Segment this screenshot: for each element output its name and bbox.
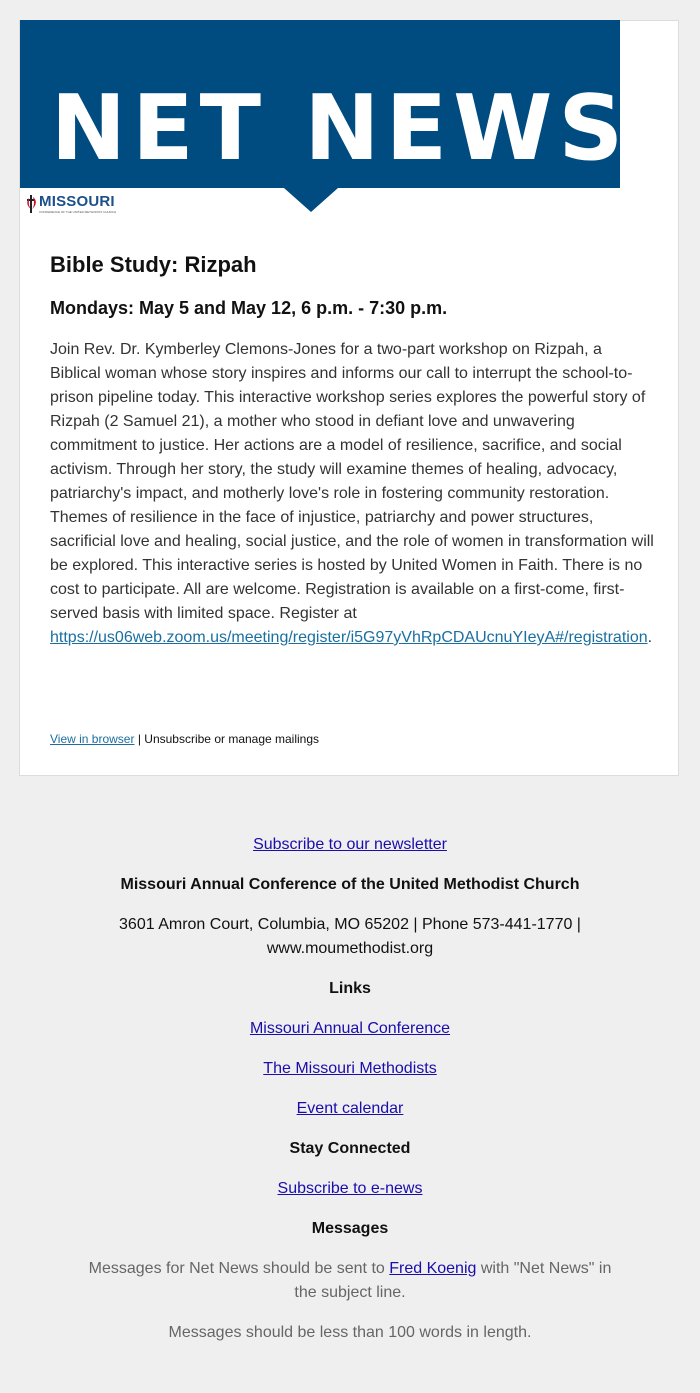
messages-pre: Messages for Net News should be sent to bbox=[88, 1260, 390, 1277]
missouri-methodists-link[interactable]: The Missouri Methodists bbox=[263, 1060, 437, 1077]
view-in-browser-link[interactable]: View in browser bbox=[50, 732, 135, 746]
banner-notch bbox=[284, 188, 338, 212]
missouri-logo bbox=[25, 194, 121, 216]
messages-heading: Messages bbox=[311, 1220, 389, 1237]
subscribe-enews-link[interactable]: Subscribe to e-news bbox=[277, 1180, 423, 1197]
logo-wordmark: MISSOURI bbox=[39, 193, 115, 210]
registration-link[interactable]: https://us06web.zoom.us/meeting/register/i5G97yVhRpCDAUcnuYIeyA#/registration bbox=[50, 629, 648, 646]
org-name: Missouri Annual Conference of the United Methodist Church bbox=[120, 876, 580, 893]
logo-subtitle: CONFERENCE OF THE UNITED METHODIST CHURCH bbox=[39, 210, 117, 214]
messages-instructions bbox=[80, 1257, 620, 1305]
address-line-2: www.moumethodist.org bbox=[266, 940, 434, 957]
event-calendar-link[interactable]: Event calendar bbox=[296, 1100, 404, 1117]
messages-length-note: Messages should be less than 100 words in length. bbox=[168, 1324, 532, 1341]
stay-connected-heading: Stay Connected bbox=[289, 1140, 411, 1157]
conference-link-row bbox=[70, 1017, 630, 1041]
footer-separator: | bbox=[134, 732, 145, 746]
unsubscribe-text: Unsubscribe or manage mailings bbox=[144, 732, 320, 746]
article-body bbox=[50, 338, 655, 650]
cross-flame-icon bbox=[25, 194, 38, 214]
article-body-text: Join Rev. Dr. Kymberley Clemons-Jones for a two-part workshop on Rizpah, a Biblical woman whose story inspires and informs our call to interrupt the school-to-prison pipeline today. This interactive workshop series explores the powerful story of Rizpah (2 Samuel 21), a mother who stood in defiant love and unwavering commitment to justice. Her actions are a model of resilience, sacrifice, and social activism. Through her story, the study will examine themes of healing, advocacy, patriarchy's impact, and motherly love's role in fostering community restoration. Themes of resilience in the face of injustice, patriarchy and power structures, sacrificial love and healing, social justice, and the role of women in transformation will be explored. This interactive series is hosted by United Women in Faith. There is no cost to participate. All are welcome. Registration is available on a first-come, first-served basis with limited space. Register at bbox=[50, 341, 654, 622]
subscribe-newsletter-link[interactable]: Subscribe to our newsletter bbox=[253, 836, 447, 853]
missouri-conference-link[interactable]: Missouri Annual Conference bbox=[249, 1020, 451, 1037]
calendar-link-row bbox=[70, 1097, 630, 1121]
banner-title: NET NEWS bbox=[50, 76, 630, 181]
card-footer bbox=[50, 732, 319, 746]
article-body-suffix: . bbox=[647, 629, 653, 646]
net-news-banner bbox=[20, 20, 630, 188]
links-heading: Links bbox=[329, 980, 371, 997]
enews-link-row bbox=[70, 1177, 630, 1201]
address-line-1: 3601 Amron Court, Columbia, MO 65202 | Phone 573-441-1770 | bbox=[119, 916, 581, 933]
article-subtitle: Mondays: May 5 and May 12, 6 p.m. - 7:30 p.m. bbox=[50, 298, 448, 318]
messages-post: with "Net News" in the subject line. bbox=[294, 1260, 612, 1301]
methodists-link-row bbox=[70, 1057, 630, 1081]
subscribe-newsletter-row bbox=[70, 833, 630, 857]
article-title: Bible Study: Rizpah bbox=[50, 252, 257, 277]
org-address bbox=[70, 913, 630, 961]
fred-koenig-link[interactable]: Fred Koenig bbox=[389, 1260, 477, 1277]
